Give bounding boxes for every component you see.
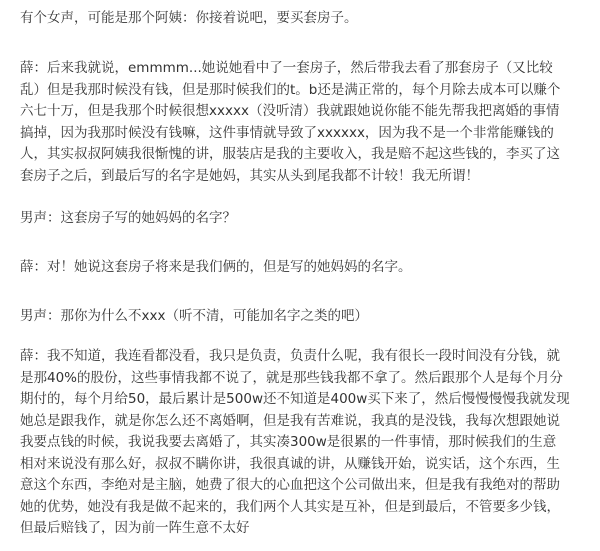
text-line: 她的优势，她没有我是做不起来的，我们两个人其实是互补，但是到最后，不管要多少钱， <box>20 498 560 515</box>
text-line: 人，其实叔叔阿姨我很惭愧的讲，服装店是我的主要收入，我是赔不起这些钱的，李买了这 <box>20 146 560 162</box>
text-line: 搞掉，因为我那时候没有钱嘛，这件事情就导致了xxxxxx，因为我不是一个非常能赚钱的 <box>20 124 554 141</box>
text-line: 乱）但是我那时候没有钱，但是那时候我们的t。b还是满正常的，每个月除去成本可以赚个 <box>20 81 561 98</box>
paragraph-male-question-2 <box>20 306 590 328</box>
text-line: 套房子之后，到最后写的名字是她妈，其实从头到尾我都不计较！我无所谓！ <box>20 167 479 184</box>
text-line: 期付的，每个月给50，最后累计是500w还不知道是400w买下来了，然后慢慢慢慢我就发现 <box>20 391 570 407</box>
text-line: 相对来说没有那么好，叔叔不瞒你讲，我很真诚的讲，从赚钱开始，说实话，这个东西，生 <box>20 455 560 472</box>
text-line: 我要点钱的时候，我说我要去离婚了，其实凑300w是很累的一件事情，那时候我们的生意 <box>20 434 557 450</box>
text-line: 薛：后来我就说，emmmm...她说她看中了一套房子，然后带我去看了那套房子（又比较 <box>20 60 553 76</box>
paragraph-xue-house <box>20 58 590 187</box>
text-line: 男声：那你为什么不xxx（听不清，可能加名字之类的吧） <box>20 308 368 324</box>
text-line: 薛：我不知道，我连看都没看，我只是负责，负责什么呢，我有很长一段时间没有分钱，就 <box>20 348 560 364</box>
text-line: 但最后赔钱了，因为前一阵生意不太好 <box>20 520 250 536</box>
text-line: 男声：这套房子写的她妈妈的名字？ <box>20 210 236 226</box>
text-line: 是那40%的股份，这些事情我都不说了，就是那些钱我都不拿了。然后跟那个人是每个月分 <box>20 369 564 386</box>
paragraph-xue-answer <box>20 257 590 279</box>
text-line: 薛：对！她说这套房子将来是我们俩的，但是写的她妈妈的名字。 <box>20 259 412 275</box>
paragraph-female-voice <box>20 8 590 30</box>
paragraph-male-question <box>20 208 590 230</box>
text-line: 意这个东西，李绝对是主脑，她费了很大的心血把这个公司做出来，但是我有我绝对的帮助 <box>20 477 560 493</box>
paragraph-xue-long <box>20 346 590 540</box>
text-line: 有个女声，可能是那个阿姨：你接着说吧，要买套房子。 <box>20 10 358 26</box>
text-line: 六七十万，但是我那个时候很想xxxxx（没听清）我就跟她说你能不能先帮我把离婚的事情 <box>20 103 560 119</box>
text-line: 她总是跟我作，就是你怎么还不离婚啊，但是我有苦难说，我真的是没钱，我每次想跟她说 <box>20 412 560 429</box>
